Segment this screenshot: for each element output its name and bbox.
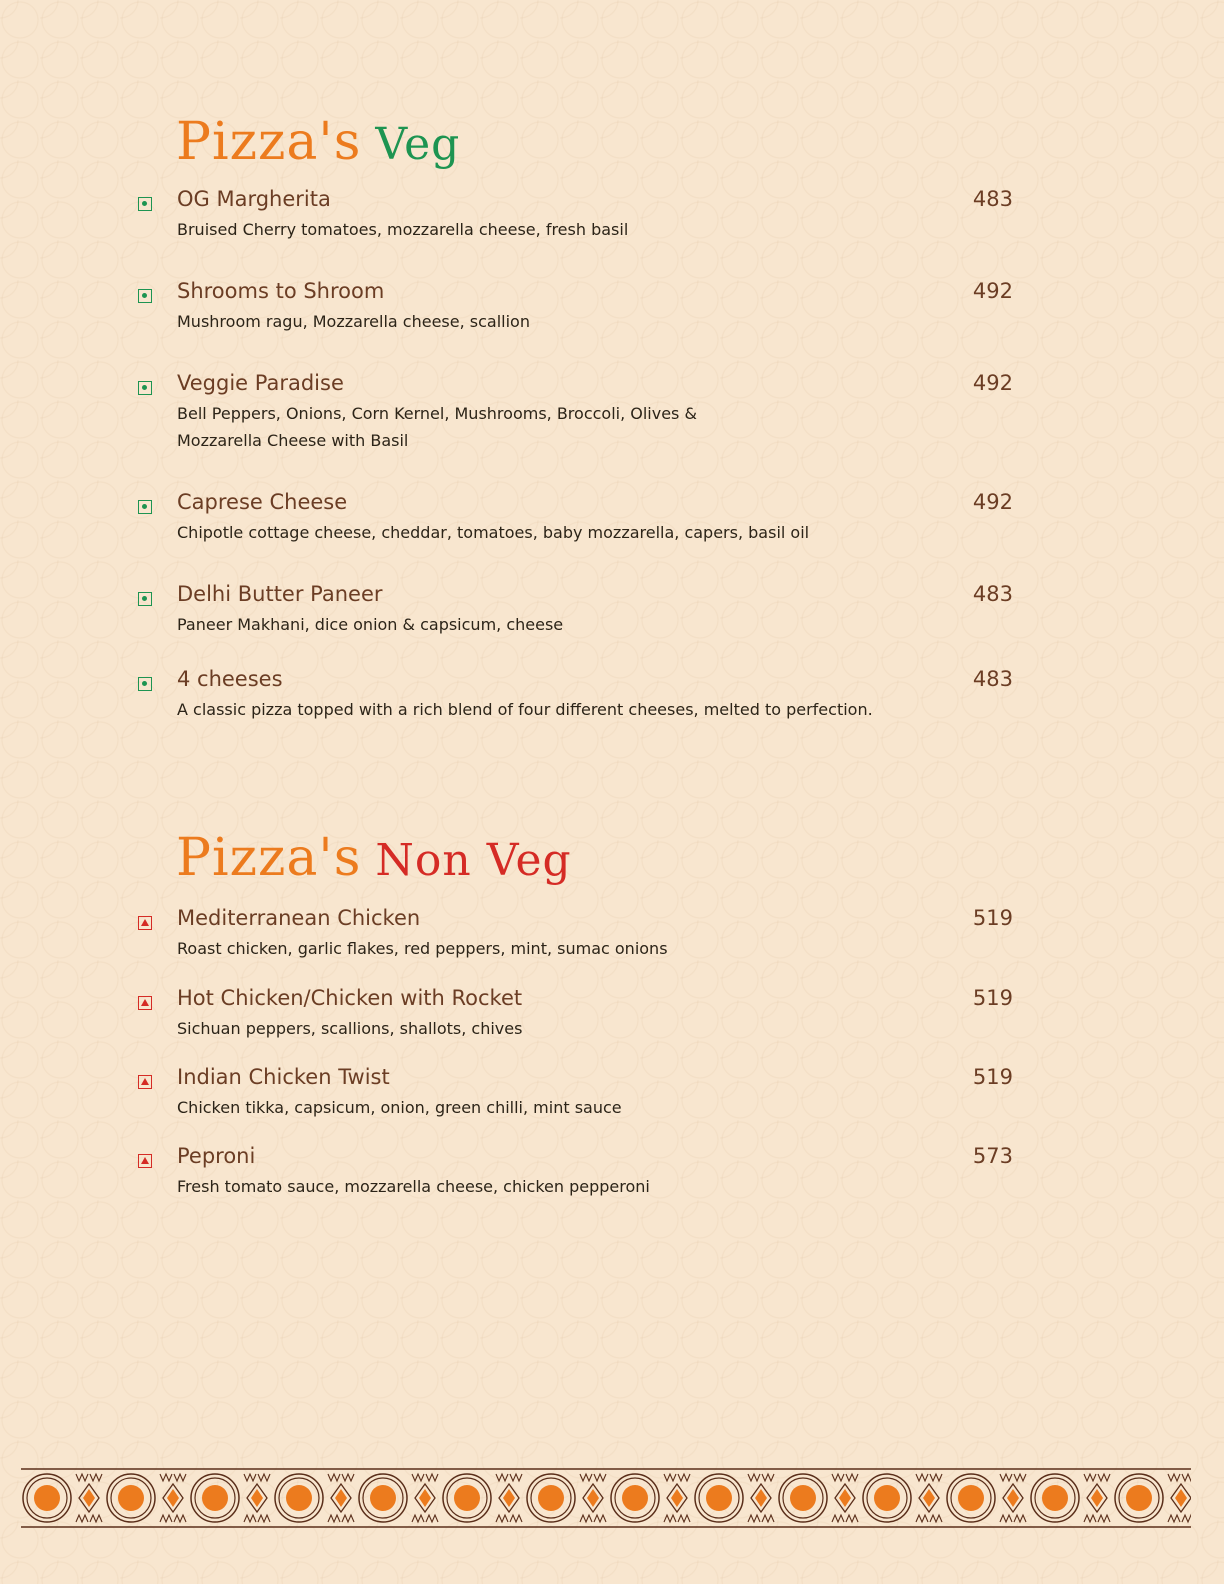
item-name: Veggie Paradise bbox=[177, 371, 344, 395]
item-description: Roast chicken, garlic flakes, red peppers, mint, sumac onions bbox=[177, 939, 668, 958]
menu-item bbox=[0, 371, 1224, 450]
item-price: 492 bbox=[972, 371, 1013, 395]
item-price: 483 bbox=[972, 187, 1013, 211]
item-description: Bell Peppers, Onions, Corn Kernel, Mushrooms, Broccoli, Olives & Mozzarella Cheese with Basil bbox=[177, 404, 697, 450]
item-price: 519 bbox=[972, 906, 1013, 930]
non-veg-title-sub: Non Veg bbox=[375, 835, 572, 886]
veg-title-sub: Veg bbox=[375, 119, 461, 170]
non-veg-triangle-icon bbox=[138, 1075, 152, 1089]
item-description: Chipotle cottage cheese, cheddar, tomatoes, baby mozzarella, capers, basil oil bbox=[177, 523, 810, 542]
veg-dot-icon bbox=[138, 500, 152, 514]
item-description: Paneer Makhani, dice onion & capsicum, cheese bbox=[177, 615, 564, 634]
item-price: 483 bbox=[972, 582, 1013, 606]
item-price: 573 bbox=[972, 1144, 1013, 1168]
item-price: 483 bbox=[972, 667, 1013, 691]
item-description: Sichuan peppers, scallions, shallots, chives bbox=[177, 1019, 523, 1038]
veg-dot-icon bbox=[138, 592, 152, 606]
item-name: Shrooms to Shroom bbox=[177, 279, 385, 303]
item-name: Delhi Butter Paneer bbox=[177, 582, 383, 606]
item-name: Peproni bbox=[177, 1144, 256, 1168]
veg-dot-icon bbox=[138, 677, 152, 691]
non-veg-section-title bbox=[176, 828, 572, 888]
item-price: 519 bbox=[972, 986, 1013, 1010]
menu-item bbox=[0, 187, 1224, 253]
veg-dot-icon bbox=[138, 381, 152, 395]
menu-item bbox=[0, 1065, 1224, 1131]
veg-title-word: Pizza's bbox=[176, 112, 362, 172]
item-name: Hot Chicken/Chicken with Rocket bbox=[177, 986, 523, 1010]
non-veg-title-word: Pizza's bbox=[176, 828, 362, 888]
non-veg-triangle-icon bbox=[138, 1154, 152, 1168]
item-price: 519 bbox=[972, 1065, 1013, 1089]
item-description: Mushroom ragu, Mozzarella cheese, scallion bbox=[177, 312, 530, 331]
menu-item bbox=[0, 582, 1224, 648]
item-price: 492 bbox=[972, 279, 1013, 303]
menu-item bbox=[0, 490, 1224, 556]
item-name: Caprese Cheese bbox=[177, 490, 348, 514]
menu-item bbox=[0, 279, 1224, 345]
item-name: OG Margherita bbox=[177, 187, 331, 211]
veg-section-title bbox=[176, 112, 460, 172]
menu-item bbox=[0, 1144, 1224, 1210]
menu-item bbox=[0, 667, 1224, 733]
border-pattern bbox=[23, 1474, 1191, 1522]
veg-dot-icon bbox=[138, 289, 152, 303]
veg-dot-icon bbox=[138, 197, 152, 211]
item-description: Fresh tomato sauce, mozzarella cheese, chicken pepperoni bbox=[177, 1177, 650, 1196]
menu-item bbox=[0, 986, 1224, 1052]
item-name: Mediterranean Chicken bbox=[177, 906, 421, 930]
item-name: 4 cheeses bbox=[177, 667, 283, 691]
decorative-footer-border bbox=[21, 1468, 1191, 1528]
item-price: 492 bbox=[972, 490, 1013, 514]
item-description: Chicken tikka, capsicum, onion, green chilli, mint sauce bbox=[177, 1098, 622, 1117]
item-description: A classic pizza topped with a rich blend of four different cheeses, melted to perfection. bbox=[177, 700, 873, 719]
item-name: Indian Chicken Twist bbox=[177, 1065, 390, 1089]
non-veg-triangle-icon bbox=[138, 916, 152, 930]
menu-item bbox=[0, 906, 1224, 972]
item-description: Bruised Cherry tomatoes, mozzarella cheese, fresh basil bbox=[177, 220, 629, 239]
non-veg-triangle-icon bbox=[138, 996, 152, 1010]
